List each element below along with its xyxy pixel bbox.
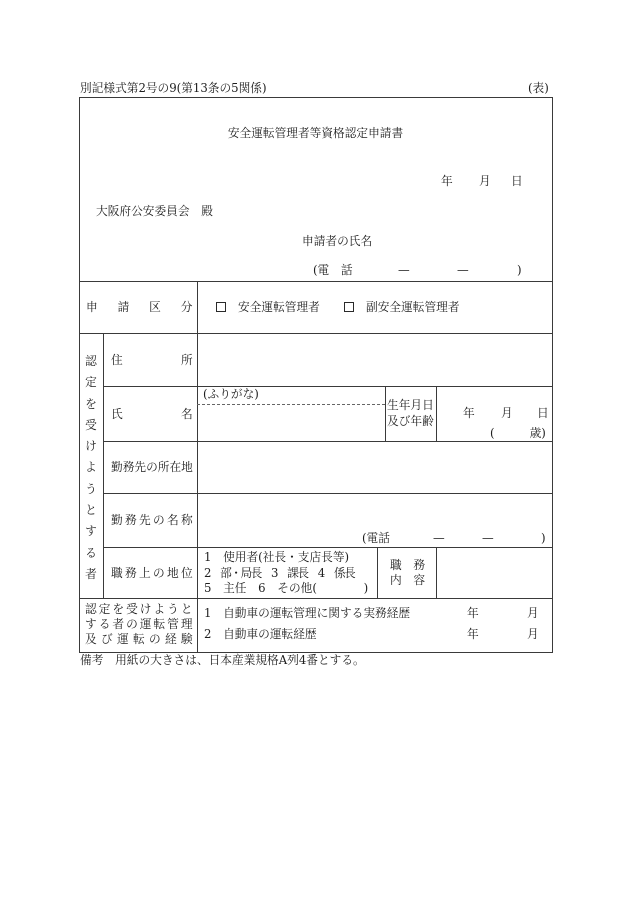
age-label: ( 歳) bbox=[490, 426, 546, 440]
addressee: 大阪府公安委員会 殿 bbox=[96, 204, 213, 218]
option-label-deputy-safety-manager: 副安全運転管理者 bbox=[366, 300, 460, 314]
experience-item: 2 自動車の運転経歴 bbox=[204, 627, 317, 641]
date-year-label: 年 bbox=[441, 174, 453, 188]
row-divider bbox=[79, 598, 552, 599]
side-label: (表) bbox=[528, 81, 549, 95]
duties-label: 職 務 bbox=[390, 558, 426, 572]
name-label: 氏 名 bbox=[111, 407, 199, 421]
address-field[interactable] bbox=[198, 334, 551, 385]
experience-label: 及び運転の経験 bbox=[85, 632, 197, 646]
workplace-address-label: 勤務先の所在地 bbox=[111, 460, 193, 474]
column-divider bbox=[103, 333, 104, 598]
furigana-field[interactable] bbox=[262, 387, 384, 403]
address-label: 住 所 bbox=[111, 353, 199, 367]
form-number: 別記様式第2号の9(第13条の5関係) bbox=[80, 81, 267, 95]
birth-month-label: 月 bbox=[501, 406, 513, 420]
workplace-name-label: 勤務先の名称 bbox=[111, 513, 195, 527]
birth-year-label: 年 bbox=[463, 406, 475, 420]
experience-month-label: 月 bbox=[527, 627, 539, 641]
workplace-phone-field[interactable] bbox=[395, 530, 540, 546]
row-divider bbox=[79, 281, 552, 282]
applicant-phone-open: (電 話 bbox=[313, 263, 353, 277]
furigana-label: (ふりがな) bbox=[203, 387, 259, 401]
note: 備考 用紙の大きさは、日本産業規格A列4番とする。 bbox=[80, 653, 365, 667]
workplace-phone-close: ) bbox=[541, 531, 546, 545]
checkbox-safety-manager[interactable] bbox=[216, 302, 226, 312]
workplace-phone-dash: — bbox=[482, 531, 494, 545]
name-field[interactable] bbox=[198, 405, 384, 440]
workplace-address-field[interactable] bbox=[198, 442, 551, 492]
column-divider bbox=[377, 547, 378, 598]
position-option-line: 1 使用者(社長・支店長等) bbox=[204, 550, 350, 564]
applicant-section-label: 認定を受けようとする者 bbox=[85, 354, 97, 581]
duties-label: 内 容 bbox=[390, 573, 426, 587]
birth-day-label: 日 bbox=[537, 406, 549, 420]
applicant-phone-field[interactable] bbox=[330, 262, 515, 278]
option-label-safety-manager: 安全運転管理者 bbox=[238, 300, 320, 314]
experience-label: 認定を受けようと bbox=[85, 602, 195, 616]
applicant-phone-dash: — bbox=[457, 263, 469, 277]
date-month-label: 月 bbox=[479, 174, 491, 188]
applicant-name-label: 申請者の氏名 bbox=[302, 234, 373, 248]
experience-year-label: 年 bbox=[467, 606, 479, 620]
position-option-line: 2 部・局長 3 課長 4 係長 bbox=[204, 566, 355, 580]
workplace-name-field[interactable] bbox=[198, 494, 551, 526]
birth-label: 生年月日及び年齢 bbox=[387, 398, 434, 428]
form-title: 安全運転管理者等資格認定申請書 bbox=[227, 126, 404, 140]
experience-label: する者の運転管理 bbox=[85, 617, 195, 631]
experience-month-label: 月 bbox=[527, 606, 539, 620]
category-label: 申 請 区 分 bbox=[86, 300, 197, 314]
applicant-phone-dash: — bbox=[398, 263, 410, 277]
applicant-name-field[interactable] bbox=[380, 232, 540, 250]
position-option-line: 5 主任 6 その他( ) bbox=[204, 581, 369, 595]
workplace-phone-dash: — bbox=[433, 531, 445, 545]
workplace-phone-open: (電話 bbox=[362, 531, 390, 545]
date-day-label: 日 bbox=[511, 174, 523, 188]
experience-year-label: 年 bbox=[467, 627, 479, 641]
experience-item: 1 自動車の運転管理に関する実務経歴 bbox=[204, 606, 411, 620]
applicant-phone-close: ) bbox=[517, 263, 522, 277]
position-label: 職務上の地位 bbox=[111, 566, 195, 580]
duties-field[interactable] bbox=[437, 548, 551, 597]
checkbox-deputy-safety-manager[interactable] bbox=[344, 302, 354, 312]
column-divider bbox=[385, 386, 386, 441]
